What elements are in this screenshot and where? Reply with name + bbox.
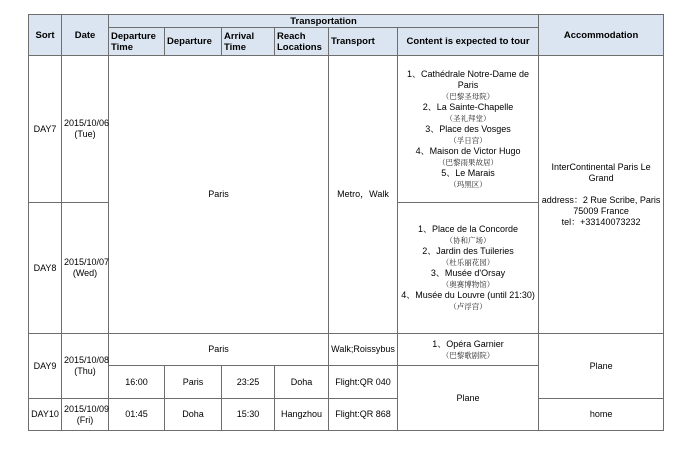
day9-flight-transport: Flight:QR 040 xyxy=(329,366,398,399)
day10-sort: DAY10 xyxy=(29,399,62,431)
header-accommodation: Accommodation xyxy=(539,15,664,56)
day10-flight-dep-time: 01:45 xyxy=(109,399,165,431)
header-departure: Departure xyxy=(165,28,222,56)
day7-date: 2015/10/06 (Tue) xyxy=(62,56,109,203)
day9-accommodation: Plane xyxy=(539,334,664,399)
day8-item-1: 1、Place de la Concorde （协和广场） xyxy=(418,224,519,245)
header-reach-locations: Reach Locations xyxy=(275,28,329,56)
header-transportation: Transportation xyxy=(109,15,539,28)
day8-content xyxy=(398,203,539,334)
header-transport: Transport xyxy=(329,28,398,56)
day9-sort: DAY9 xyxy=(29,334,62,399)
header-arrival-time: Arrival Time xyxy=(222,28,275,56)
hotel-name: InterContinental Paris Le Grand xyxy=(551,161,651,183)
day9-flight-arr-time: 23:25 xyxy=(222,366,275,399)
header-sort: Sort xyxy=(29,15,62,56)
day8-item-3: 3、Musée d'Orsay （奥赛博物馆） xyxy=(430,268,506,289)
day10-flight-reach: Hangzhou xyxy=(275,399,329,431)
paris-location: Paris xyxy=(109,56,329,334)
day7-item-2: 2、La Sainte-Chapelle （圣礼拜堂） xyxy=(422,101,514,123)
day8-item-4: 4、Musée du Louvre (until 21:30) （卢浮宫） xyxy=(401,290,535,311)
day10-flight-departure: Doha xyxy=(165,399,222,431)
day9-location: Paris xyxy=(109,334,329,366)
day7-item-3: 3、Place des Vosges （孚日宫） xyxy=(425,123,511,145)
day7-item-1: 1、Cathédrale Notre-Dame de Paris （巴黎圣母院） xyxy=(407,68,530,101)
day8-item-2: 2、Jardin des Tuileries （杜乐丽花园） xyxy=(422,246,514,267)
day10-date: 2015/10/09 (Fri) xyxy=(62,399,109,431)
paris-hotel xyxy=(539,56,664,334)
day9-transport: Walk;Roissybus xyxy=(329,334,398,366)
day9-flight-reach: Doha xyxy=(275,366,329,399)
day10-flight-arr-time: 15:30 xyxy=(222,399,275,431)
itinerary-table xyxy=(28,14,664,431)
hotel-address: address：2 Rue Scribe, Paris 75009 France xyxy=(541,194,661,216)
day9-flight-departure: Paris xyxy=(165,366,222,399)
day10-flight-transport: Flight:QR 868 xyxy=(329,399,398,431)
day7-item-5: 5、Le Marais （玛黑区） xyxy=(441,167,495,189)
header-content: Content is expected to tour xyxy=(398,28,539,56)
day8-sort: DAY8 xyxy=(29,203,62,334)
header-date: Date xyxy=(62,15,109,56)
header-departure-time: Departure Time xyxy=(109,28,165,56)
paris-transport: Metro，Walk xyxy=(329,56,398,334)
day7-sort: DAY7 xyxy=(29,56,62,203)
day7-item-4: 4、Maison de Victor Hugo （巴黎雨果故居） xyxy=(415,145,521,167)
day7-content xyxy=(398,56,539,203)
plane-content: Plane xyxy=(398,366,539,431)
day10-accommodation: home xyxy=(539,399,664,431)
day9-date: 2015/10/08 (Thu) xyxy=(62,334,109,399)
day8-date: 2015/10/07 (Wed) xyxy=(62,203,109,334)
day9-content: 1、Opéra Garnier （巴黎歌剧院） xyxy=(398,334,539,366)
hotel-tel: tel：+33140073232 xyxy=(561,216,641,227)
day9-flight-dep-time: 16:00 xyxy=(109,366,165,399)
